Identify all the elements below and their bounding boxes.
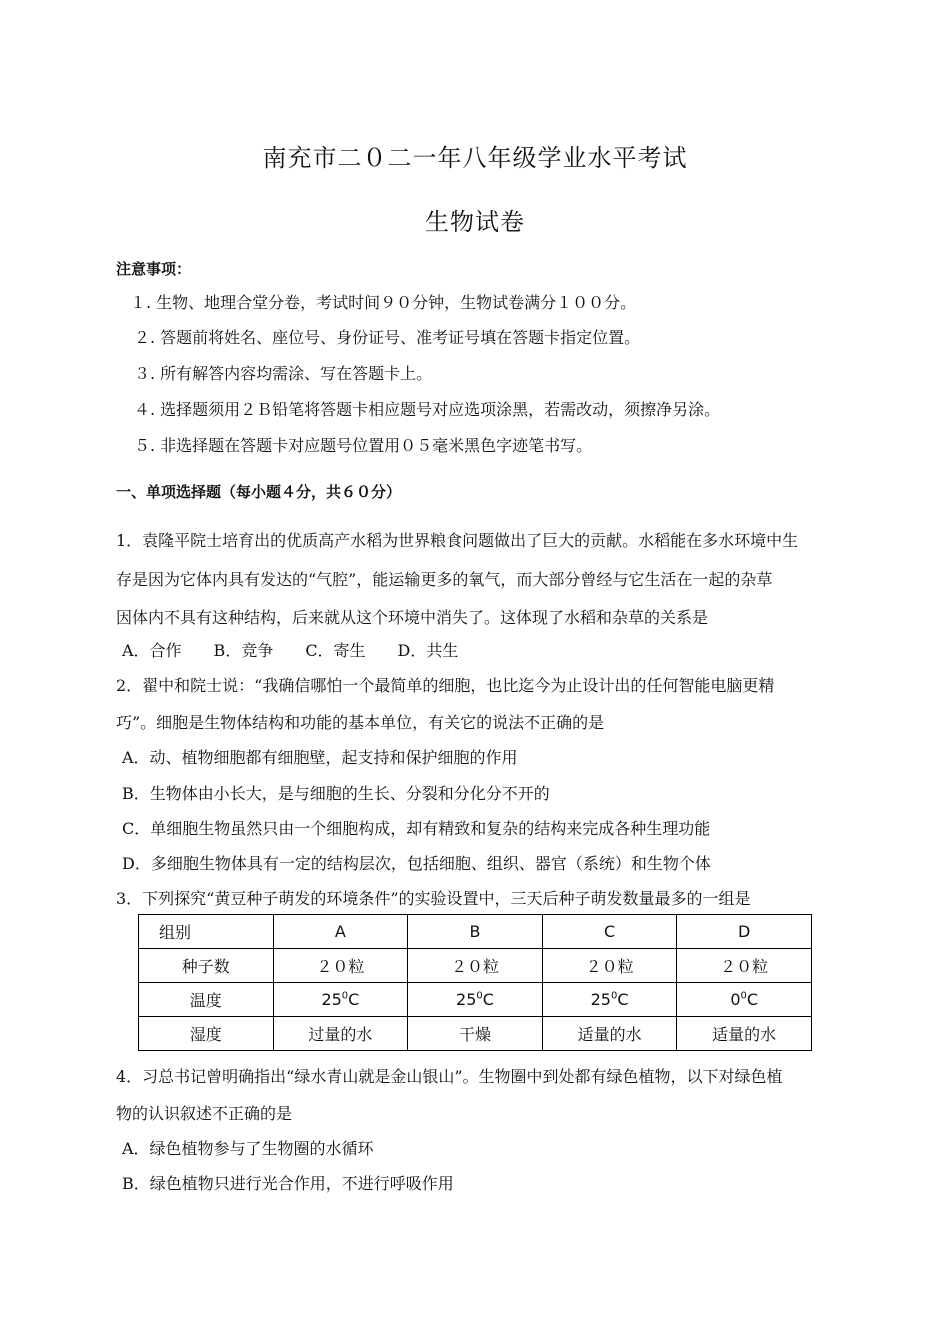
table-cell: C	[542, 915, 677, 949]
table-cell: 湿度	[139, 1017, 274, 1051]
table-cell: D	[677, 915, 812, 949]
question-4-line: 4．习总书记曾明确指出“绿水青山就是金山银山”。生物圈中到处都有绿色植物，以下对绿色植	[116, 1067, 783, 1086]
table-cell	[408, 983, 543, 1017]
question-2-option: D．多细胞生物体具有一定的结构层次，包括细胞、组织、器官（系统）和生物个体	[122, 854, 711, 873]
table-cell: 组别	[139, 915, 274, 949]
temperature-value: 25	[590, 990, 611, 1009]
page-subtitle: 生物试卷	[425, 208, 525, 236]
table-cell: ２０粒	[408, 949, 543, 983]
table-cell: A	[273, 915, 408, 949]
question-1-line: 存是因为它体内具有发达的“气腔”，能运输更多的氧气，而大部分曾经与它生活在一起的杂草	[116, 570, 773, 589]
table-cell: 适量的水	[677, 1017, 812, 1051]
degree-mark: 0	[610, 990, 618, 1002]
table-cell	[542, 983, 677, 1017]
table-row	[139, 949, 812, 983]
table-cell: 干燥	[408, 1017, 543, 1051]
table-cell	[677, 983, 812, 1017]
question-1-options: A．合作 B．竞争 C．寄生 D．共生	[122, 641, 459, 660]
table-cell: 过量的水	[273, 1017, 408, 1051]
notice-heading: 注意事项：	[116, 260, 192, 278]
page-title: 南充市二０二一年八年级学业水平考试	[262, 144, 688, 172]
question-1-line: 1．袁隆平院士培育出的优质高产水稻为世界粮食问题做出了巨大的贡献。水稻能在多水环境中生	[116, 531, 799, 550]
table-cell: B	[408, 915, 543, 949]
section-heading: 一、单项选择题（每小题４分，共６０分）	[116, 483, 402, 501]
table-cell: ２０粒	[273, 949, 408, 983]
degree-mark: 0	[476, 990, 483, 1002]
table-cell: 温度	[139, 983, 274, 1017]
notice-item: ４. 选择题须用２Ｂ铅笔将答题卡相应题号对应选项涂黑，若需改动，须擦净另涂。	[134, 400, 721, 419]
temperature-value: 25	[321, 990, 342, 1009]
question-4-option: A．绿色植物参与了生物圈的水循环	[122, 1139, 374, 1158]
question-2-line: 2．翟中和院士说：“我确信哪怕一个最简单的细胞，也比迄今为止设计出的任何智能电脑更精	[116, 676, 775, 695]
notice-item: ３. 所有解答内容均需涂、写在答题卡上。	[134, 364, 433, 383]
table-cell: ２０粒	[542, 949, 677, 983]
notice-item: ５. 非选择题在答题卡对应题号位置用０５毫米黑色字迹笔书写。	[134, 436, 593, 455]
question-4-line: 物的认识叙述不正确的是	[116, 1104, 293, 1123]
table-cell	[273, 983, 408, 1017]
temperature-value: 0	[730, 990, 741, 1009]
degree-mark: 0	[740, 990, 747, 1002]
question-2-option: C．单细胞生物虽然只由一个细胞构成，却有精致和复杂的结构来完成各种生理功能	[122, 819, 711, 838]
table-row	[139, 983, 812, 1017]
table-cell: 适量的水	[542, 1017, 677, 1051]
question-2-line: 巧”。细胞是生物体结构和功能的基本单位，有关它的说法不正确的是	[116, 713, 605, 732]
notice-item: １. 生物、地理合堂分卷，考试时间９０分钟，生物试卷满分１００分。	[130, 293, 637, 312]
temperature-unit: C	[348, 990, 360, 1009]
question-2-option: A．动、植物细胞都有细胞壁，起支持和保护细胞的作用	[122, 748, 518, 767]
question-1-line: 因体内不具有这种结构，后来就从这个环境中消失了。这体现了水稻和杂草的关系是	[116, 608, 709, 627]
question-3-stem: 3．下列探究“黄豆种子萌发的环境条件”的实验设置中，三天后种子萌发数量最多的一组是	[116, 889, 751, 908]
question-4-option: B．绿色植物只进行光合作用，不进行呼吸作用	[122, 1174, 454, 1193]
temperature-unit: C	[482, 990, 494, 1009]
table-cell: 种子数	[139, 949, 274, 983]
temperature-value: 25	[456, 990, 477, 1009]
notice-item: ２. 答题前将姓名、座位号、身份证号、准考证号填在答题卡指定位置。	[134, 328, 641, 347]
table-row	[139, 1017, 812, 1051]
experiment-table	[138, 914, 812, 1051]
table-cell: ２０粒	[677, 949, 812, 983]
temperature-unit: C	[746, 990, 759, 1009]
degree-mark: 0	[341, 990, 349, 1002]
table-row	[139, 915, 812, 949]
question-2-option: B．生物体由小长大，是与细胞的生长、分裂和分化分不开的	[122, 784, 550, 803]
temperature-unit: C	[617, 990, 629, 1009]
